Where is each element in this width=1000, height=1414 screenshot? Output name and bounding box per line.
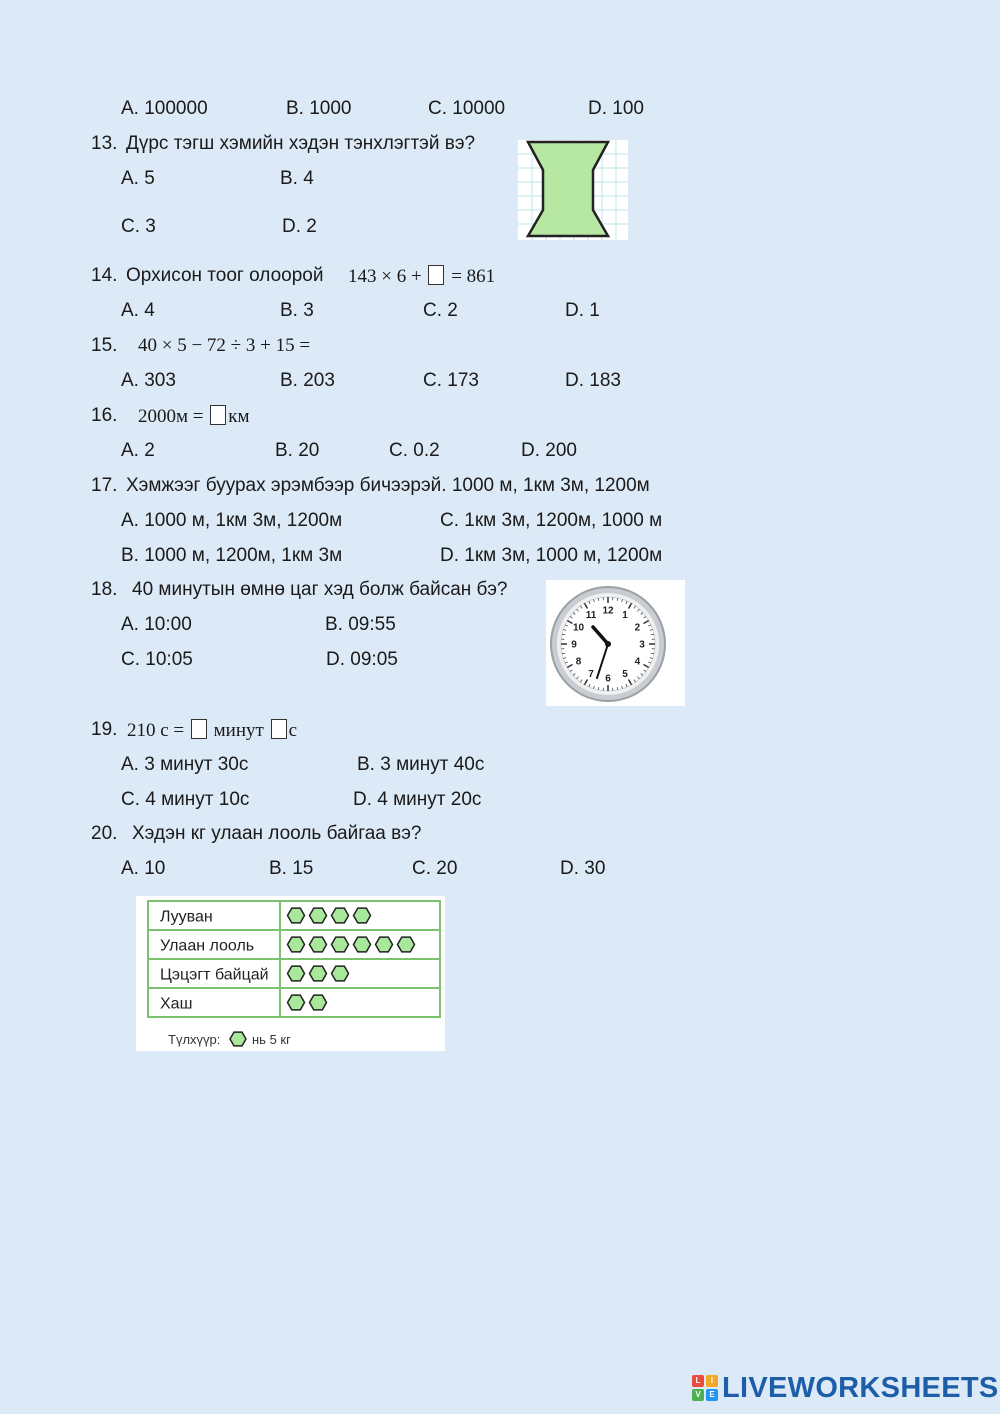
q15-expression: 40 × 5 − 72 ÷ 3 + 15 = (138, 335, 311, 356)
q17-option-d: D. 1км 3м, 1000 м, 1200м (440, 545, 663, 566)
clock-numeral: 1 (622, 610, 628, 622)
q16-option-b: B. 20 (275, 440, 320, 461)
q13-option-c: C. 3 (121, 216, 156, 237)
pictograph-row-label: Цэцэгт байцай (160, 966, 269, 984)
q14-expression (348, 265, 495, 288)
q19-option-c: C. 4 минут 10с (121, 789, 250, 810)
q20-number: 20. (91, 823, 118, 844)
vegetable-symbol-icon (332, 937, 349, 952)
q16-expression (138, 405, 250, 428)
clock-numeral: 5 (622, 668, 628, 680)
q19-expr-right: с (288, 720, 298, 741)
q14-option-a: A. 4 (121, 300, 155, 321)
vegetable-symbol-icon (310, 908, 327, 923)
q18-option-c: C. 10:05 (121, 649, 193, 670)
clock-numeral: 3 (639, 639, 645, 651)
logo-mark (692, 1375, 718, 1401)
q18-option-a: A. 10:00 (121, 614, 192, 635)
q19-blank-minutes[interactable] (191, 719, 207, 739)
clock-center-pin (605, 641, 611, 647)
clock-numeral: 4 (634, 656, 641, 668)
logo-tile: L (692, 1375, 704, 1387)
logo-tile: E (706, 1389, 718, 1401)
q16-expr-right: км (228, 406, 250, 427)
vegetable-symbol-icon (332, 966, 349, 981)
clock-numeral: 8 (575, 656, 582, 668)
q17-option-c: C. 1км 3м, 1200м, 1000 м (440, 510, 663, 531)
q15-option-a: A. 303 (121, 370, 176, 391)
q14-option-b: B. 3 (280, 300, 314, 321)
q14-blank-box[interactable] (428, 265, 444, 285)
clock-numeral: 10 (572, 622, 585, 634)
key-symbol-icon (230, 1032, 246, 1046)
q14-expr-right: = 861 (451, 266, 496, 287)
brand-name: LIVEWORKSHEETS (722, 1372, 999, 1404)
vegetable-pictograph (136, 896, 445, 1051)
q19-option-a: A. 3 минут 30с (121, 754, 249, 775)
clock-numeral: 7 (588, 668, 594, 680)
q19-expression (127, 719, 297, 742)
q17-option-b: B. 1000 м, 1200м, 1км 3м (121, 545, 343, 566)
q19-option-d: D. 4 минут 20с (353, 789, 482, 810)
vegetable-symbol-icon (288, 995, 305, 1010)
q18-number: 18. (91, 579, 118, 600)
pictograph-row-label: Лууван (160, 908, 213, 926)
q13-option-a: A. 5 (121, 168, 155, 189)
q16-blank-box[interactable] (210, 405, 226, 425)
clock-figure (546, 580, 685, 706)
q13-text: Дүрс тэгш хэмийн хэдэн тэнхлэгтэй вэ? (126, 133, 476, 154)
q19-expr-mid: минут (213, 720, 264, 741)
vegetable-symbol-icon (288, 937, 305, 952)
q15-option-b: B. 203 (280, 370, 335, 391)
liveworksheets-logo (692, 1372, 999, 1404)
q14-number: 14. (91, 265, 118, 286)
q20-option-d: D. 30 (560, 858, 606, 879)
vegetable-symbol-icon (354, 937, 371, 952)
q14-option-c: C. 2 (423, 300, 458, 321)
vegetable-symbol-icon (376, 937, 393, 952)
q16-number: 16. (91, 405, 118, 426)
pictograph-key-value: нь 5 кг (252, 1032, 291, 1047)
q19-number: 19. (91, 719, 118, 740)
vegetable-symbol-icon (288, 908, 305, 923)
vegetable-symbol-icon (288, 966, 305, 981)
q17-number: 17. (91, 475, 118, 496)
clock-numeral: 9 (571, 639, 577, 651)
pictograph-row-label: Хаш (160, 995, 193, 1013)
q12-option-c: C. 10000 (428, 98, 506, 119)
vegetable-symbol-icon (310, 937, 327, 952)
q19-option-b: B. 3 минут 40с (357, 754, 485, 775)
q19-blank-seconds[interactable] (271, 719, 287, 739)
q20-option-b: B. 15 (269, 858, 314, 879)
q19-expr-left: 210 с = (127, 720, 185, 741)
vegetable-symbol-icon (310, 966, 327, 981)
logo-tile: I (706, 1375, 718, 1387)
q12-option-a: A. 100000 (121, 98, 208, 119)
q18-text: 40 минутын өмнө цаг хэд болж байсан бэ? (132, 579, 508, 600)
pictograph-key-label: Түлхүүр: (168, 1032, 221, 1047)
q17-text: Хэмжээг буурах эрэмбээр бичээрэй. 1000 м, 1км 3м, 1200м (126, 475, 650, 496)
q15-option-c: C. 173 (423, 370, 479, 391)
q13-option-b: B. 4 (280, 168, 314, 189)
clock-numeral: 12 (602, 605, 614, 617)
q16-option-c: C. 0.2 (389, 440, 440, 461)
vegetable-symbol-icon (354, 908, 371, 923)
q14-expr-left: 143 × 6 + (348, 266, 422, 287)
q15-number: 15. (91, 335, 118, 356)
q14-text: Орхисон тоог олоорой (126, 265, 324, 286)
q17-option-a: A. 1000 м, 1км 3м, 1200м (121, 510, 343, 531)
q16-option-a: A. 2 (121, 440, 155, 461)
q16-option-d: D. 200 (521, 440, 577, 461)
symmetry-shape-figure (518, 140, 628, 240)
q14-option-d: D. 1 (565, 300, 600, 321)
q12-option-b: B. 1000 (286, 98, 352, 119)
q20-option-c: C. 20 (412, 858, 458, 879)
clock-numeral: 2 (634, 622, 641, 634)
vegetable-symbol-icon (310, 995, 327, 1010)
q20-option-a: A. 10 (121, 858, 166, 879)
q13-number: 13. (91, 133, 118, 154)
pictograph-row-label: Улаан лооль (160, 937, 255, 955)
q20-text: Хэдэн кг улаан лооль байгаа вэ? (132, 823, 422, 844)
clock-numeral: 6 (605, 673, 611, 685)
vegetable-symbol-icon (398, 937, 415, 952)
q16-expr-left: 2000м = (138, 406, 204, 427)
q12-option-d: D. 100 (588, 98, 644, 119)
q18-option-b: B. 09:55 (325, 614, 396, 635)
q13-option-d: D. 2 (282, 216, 317, 237)
logo-tile: V (692, 1389, 704, 1401)
q18-option-d: D. 09:05 (326, 649, 398, 670)
q15-option-d: D. 183 (565, 370, 621, 391)
vegetable-symbol-icon (332, 908, 349, 923)
clock-numeral: 11 (585, 610, 597, 622)
